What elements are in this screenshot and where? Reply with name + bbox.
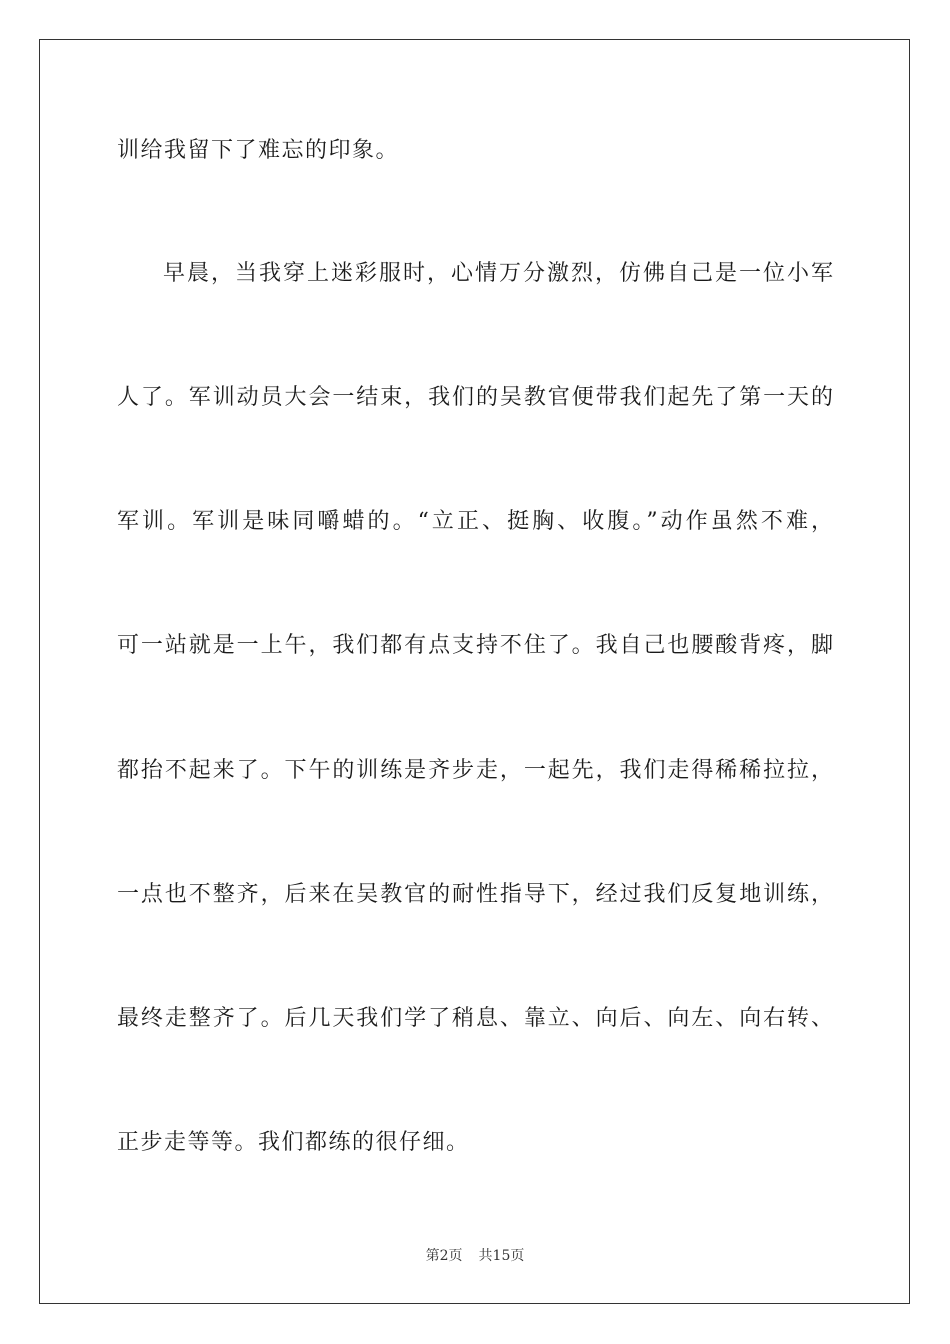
page-number: 第2页 bbox=[425, 1248, 463, 1264]
text-line-5: 可一站就是一上午，我们都有点支持不住了。我自己也腰酸背疼，脚 bbox=[117, 633, 833, 658]
page-total: 共15页 bbox=[478, 1248, 525, 1264]
text-line-6: 都抬不起来了。下午的训练是齐步走，一起先，我们走得稀稀拉拉， bbox=[117, 758, 833, 783]
text-line-3: 人了。军训动员大会一结束，我们的吴教官便带我们起先了第一天的 bbox=[117, 385, 833, 410]
text-line-1: 训给我留下了难忘的印象。 bbox=[117, 138, 400, 163]
text-line-7: 一点也不整齐，后来在吴教官的耐性指导下，经过我们反复地训练， bbox=[117, 882, 833, 907]
text-line-8: 最终走整齐了。后几天我们学了稍息、靠立、向后、向左、向右转、 bbox=[117, 1006, 833, 1031]
page-footer bbox=[0, 1246, 950, 1266]
text-line-9: 正步走等等。我们都练的很仔细。 bbox=[117, 1130, 470, 1155]
text-line-4: 军训。军训是味同嚼蜡的。“立正、挺胸、收腹。”动作虽然不难， bbox=[117, 509, 833, 534]
page-frame bbox=[39, 39, 910, 1304]
text-line-2: 早晨，当我穿上迷彩服时，心情万分激烈，仿佛自己是一位小军 bbox=[163, 261, 833, 286]
